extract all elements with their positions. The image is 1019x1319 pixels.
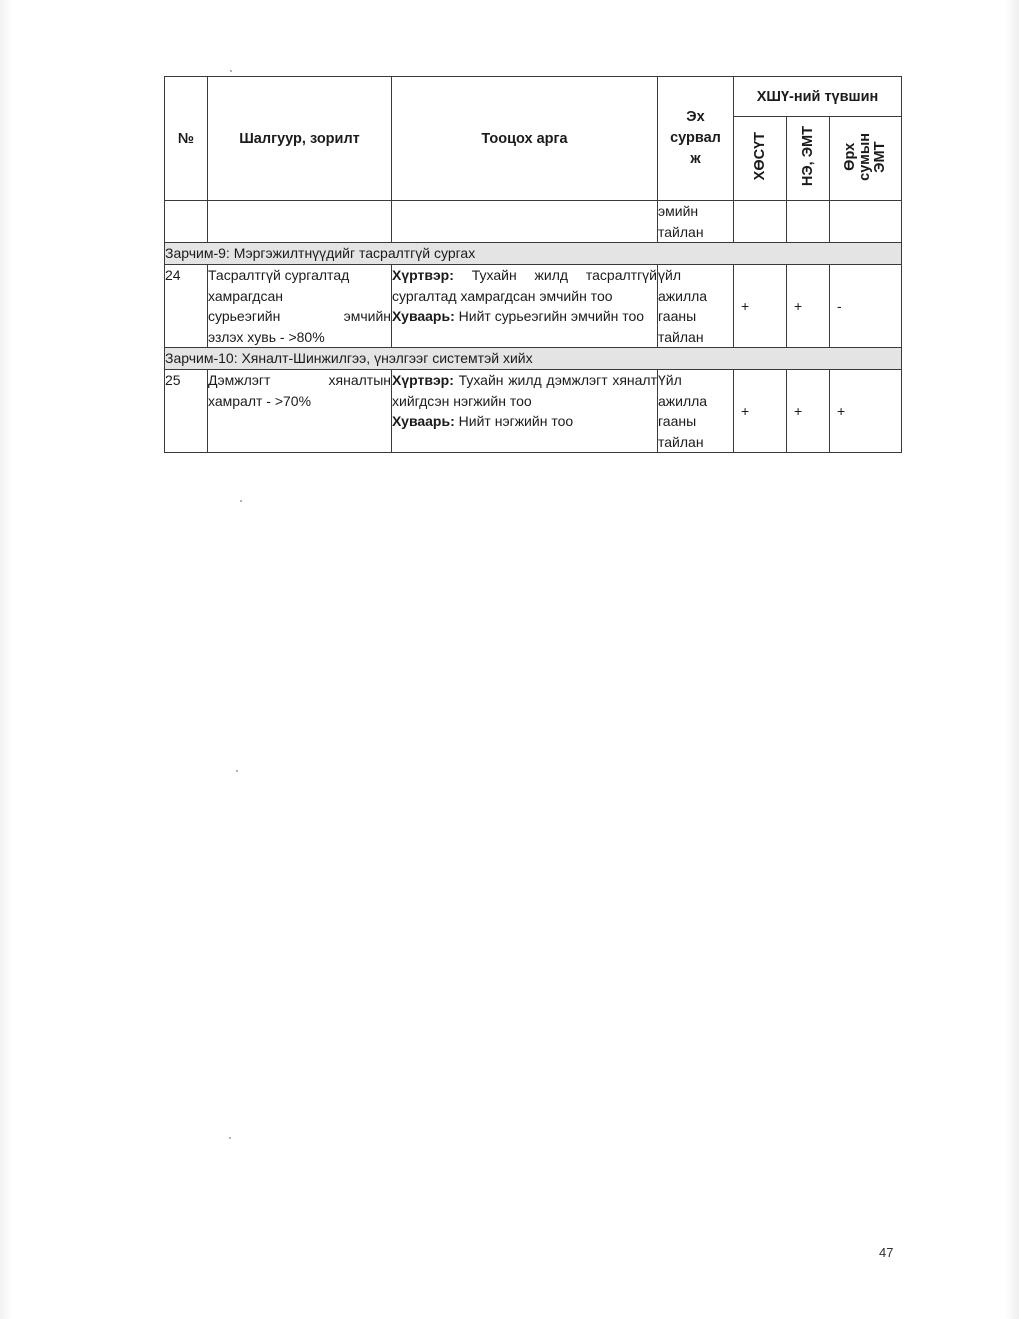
source-cell: [658, 370, 734, 453]
continuation-method-cell: [392, 201, 658, 243]
source-header: [658, 77, 734, 201]
criteria-table: [164, 76, 902, 453]
numerator-label: Хүртвэр:: [392, 372, 454, 388]
source-line: ажилла: [658, 392, 708, 409]
numerator-label: Хүртвэр:: [392, 267, 454, 283]
level-1-header-text: ХӨСҮТ: [751, 132, 768, 181]
denominator-label: Хуваарь:: [392, 413, 455, 429]
source-line: үйл: [658, 267, 681, 283]
level-3-header-line: ЭМТ: [872, 140, 888, 173]
continuation-level-3-cell: [830, 201, 902, 243]
scan-speck: [236, 770, 238, 772]
level-2-header-text: НЭ, ЭМТ: [799, 126, 816, 187]
level-3-header-text: [843, 133, 888, 181]
level-2-mark: +: [787, 265, 830, 348]
source-header-line: сурвал: [670, 130, 721, 146]
denominator-text: Нийт сурьеэгийн эмчийн тоо: [458, 308, 645, 324]
level-3-header: [830, 117, 902, 201]
level-group-header: ХШҮ-ний түвшин: [734, 77, 902, 117]
criterion-line: хамралт - >70%: [208, 392, 312, 409]
denominator-text: Нийт нэгжийн тоо: [458, 413, 574, 429]
source-line: тайлан: [658, 433, 704, 450]
level-3-mark: -: [830, 265, 902, 348]
criterion-line: Дэмжлэгт хяналтын: [208, 372, 391, 388]
criterion-line: сурьеэгийн эмчийн: [208, 308, 391, 324]
continuation-criterion-cell: [208, 201, 392, 243]
source-line: ажилла: [658, 287, 708, 304]
section-header-row: [165, 243, 902, 265]
continuation-source-cell: [658, 201, 734, 243]
level-1-header: [734, 117, 787, 201]
continuation-number-cell: [165, 201, 208, 243]
row-number: 24: [165, 265, 208, 348]
numerator-text: Тухайн жилд дэмжлэгт хяналт хийгдсэн нэгжийн тоо: [392, 372, 658, 409]
scan-speck: [230, 70, 232, 72]
source-line: тайлан: [658, 328, 704, 345]
source-header-line: ж: [690, 151, 701, 167]
page-number: 47: [879, 1245, 894, 1260]
source-line: эмийн: [658, 203, 699, 219]
table-row: [165, 370, 902, 453]
scan-speck: [229, 1137, 231, 1139]
scan-speck: [240, 500, 242, 502]
section-title: Зарчим-10: Хяналт-Шинжилгээ, үнэлгээг системтэй хийх: [165, 348, 902, 370]
criterion-cell: [208, 370, 392, 453]
continuation-level-1-cell: [734, 201, 787, 243]
method-cell: [392, 370, 658, 453]
source-line: тайлан: [658, 223, 704, 240]
criterion-line: Тасралтгүй сургалтад: [208, 267, 350, 283]
source-line: Үйл: [658, 372, 682, 388]
level-3-header-line: сумын: [857, 132, 873, 181]
source-cell: [658, 265, 734, 348]
numerator-text: Тухайн жилд тасралтгүй сургалтад хамрагдсан эмчийн тоо: [392, 267, 658, 304]
method-cell: [392, 265, 658, 348]
level-1-mark: +: [734, 265, 787, 348]
criterion-header: Шалгуур, зорилт: [208, 77, 392, 201]
level-2-mark: +: [787, 370, 830, 453]
number-header: №: [165, 77, 208, 201]
continuation-row: [165, 201, 902, 243]
level-3-header-line: Өрх: [842, 142, 858, 171]
header-row-top: [165, 77, 902, 117]
table-row: [165, 265, 902, 348]
level-1-mark: +: [734, 370, 787, 453]
section-header-row: [165, 348, 902, 370]
source-line: гааны: [658, 413, 697, 429]
level-2-header: [787, 117, 830, 201]
source-header-line: Эх: [686, 109, 705, 125]
criterion-cell: [208, 265, 392, 348]
row-number: 25: [165, 370, 208, 453]
source-line: гааны: [658, 308, 697, 324]
level-3-mark: +: [830, 370, 902, 453]
method-header: Тооцох арга: [392, 77, 658, 201]
criterion-line: эзлэх хувь - >80%: [208, 328, 325, 345]
section-title: Зарчим-9: Мэргэжилтнүүдийг тасралтгүй сургах: [165, 243, 902, 265]
denominator-label: Хуваарь:: [392, 308, 455, 324]
continuation-level-2-cell: [787, 201, 830, 243]
criterion-line: хамрагдсан: [208, 287, 283, 304]
